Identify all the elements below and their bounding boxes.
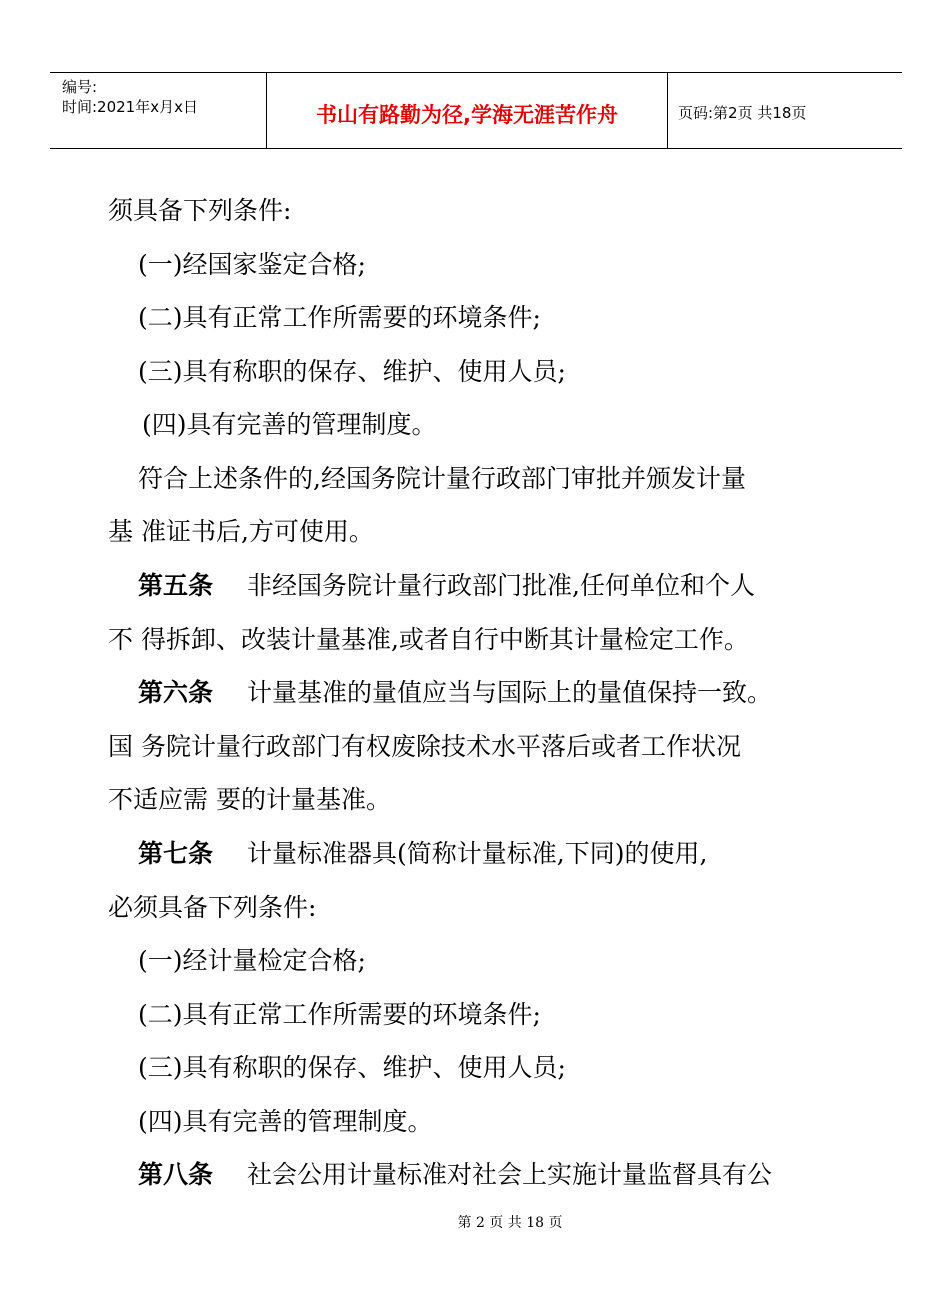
article-5-text: 非经国务院计量行政部门批准,任何单位和个人 bbox=[247, 571, 755, 600]
body-line-1: 须具备下列条件: bbox=[108, 196, 292, 225]
article-5 bbox=[138, 571, 755, 601]
body-line-14: 必须具备下列条件: bbox=[108, 893, 317, 922]
number-label: 编号: bbox=[62, 78, 98, 96]
body-line-17: (三)具有称职的保存、维护、使用人员; bbox=[138, 1053, 566, 1082]
time-label: 时间:2021年x月x日 bbox=[62, 98, 198, 116]
page-header bbox=[50, 72, 902, 149]
body-line-5: (四)具有完善的管理制度。 bbox=[142, 410, 437, 439]
body-line-6: 符合上述条件的,经国务院计量行政部门审批并颁发计量 bbox=[138, 464, 746, 493]
article-8 bbox=[138, 1160, 772, 1190]
article-6-text: 计量基准的量值应当与国际上的量值保持一致。 bbox=[247, 678, 773, 707]
page-footer: 第 2 页 共 18 页 bbox=[457, 1215, 563, 1231]
body-line-2: (一)经国家鉴定合格; bbox=[138, 250, 366, 279]
header-motto: 书山有路勤为径,学海无涯苦作舟 bbox=[266, 73, 668, 148]
body-line-18: (四)具有完善的管理制度。 bbox=[138, 1107, 433, 1136]
body-line-15: (一)经计量检定合格; bbox=[138, 946, 366, 975]
body-line-16: (二)具有正常工作所需要的环境条件; bbox=[138, 1000, 541, 1029]
article-5-title: 第五条 bbox=[138, 571, 214, 600]
article-8-title: 第八条 bbox=[138, 1160, 214, 1189]
article-7-text: 计量标准器具(简称计量标准,下同)的使用, bbox=[247, 839, 708, 868]
article-7 bbox=[138, 839, 707, 869]
article-6 bbox=[138, 678, 772, 708]
article-6-title: 第六条 bbox=[138, 678, 214, 707]
header-meta bbox=[50, 73, 266, 148]
body-line-11: 国 务院计量行政部门有权废除技术水平落后或者工作状况 bbox=[108, 732, 741, 761]
header-page-label: 页码:第2页 共18页 bbox=[678, 104, 807, 122]
body-line-3: (二)具有正常工作所需要的环境条件; bbox=[138, 303, 541, 332]
body-line-4: (三)具有称职的保存、维护、使用人员; bbox=[138, 357, 566, 386]
article-8-text: 社会公用计量标准对社会上实施计量监督具有公 bbox=[247, 1160, 773, 1189]
body-line-7: 基 准证书后,方可使用。 bbox=[108, 517, 374, 546]
body-line-9: 不 得拆卸、改装计量基准,或者自行中断其计量检定工作。 bbox=[108, 625, 749, 654]
article-7-title: 第七条 bbox=[138, 839, 214, 868]
body-line-12: 不适应需 要的计量基准。 bbox=[108, 785, 391, 814]
